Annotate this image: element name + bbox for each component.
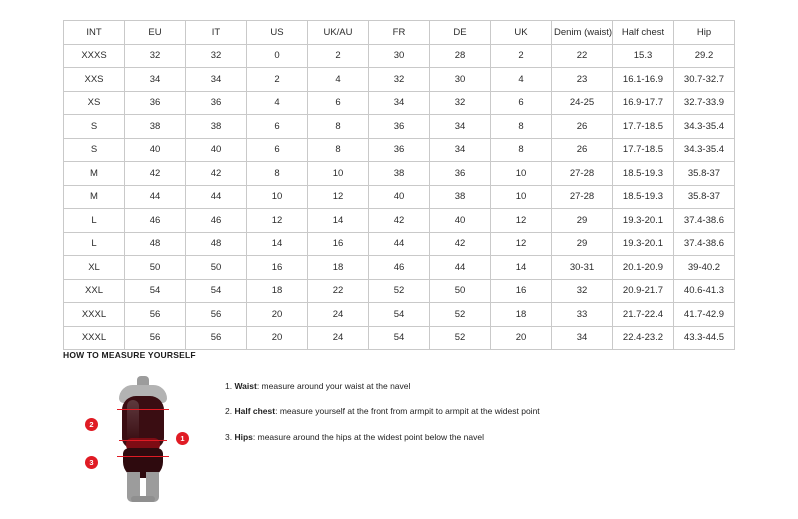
cell-uk-au: 10: [308, 162, 369, 186]
table-header: [64, 21, 735, 45]
badge-half-chest: 2: [85, 418, 98, 431]
column-header-eu: EU: [125, 21, 186, 45]
cell-denim-waist: 26: [552, 138, 613, 162]
step-text: : measure around your waist at the navel: [256, 381, 411, 391]
cell-eu: 56: [125, 303, 186, 327]
cell-it: 38: [186, 115, 247, 139]
cell-uk: 16: [491, 279, 552, 303]
table-row: [64, 68, 735, 92]
cell-uk-au: 6: [308, 91, 369, 115]
cell-half-chest: 18.5-19.3: [613, 185, 674, 209]
cell-denim-waist: 23: [552, 68, 613, 92]
cell-uk: 8: [491, 138, 552, 162]
cell-it: 50: [186, 256, 247, 280]
cell-half-chest: 20.1-20.9: [613, 256, 674, 280]
list-item: [225, 405, 540, 417]
cell-it: 34: [186, 68, 247, 92]
cell-uk: 14: [491, 256, 552, 280]
cell-int: XXXL: [64, 326, 125, 350]
cell-eu: 46: [125, 209, 186, 233]
cell-us: 20: [247, 326, 308, 350]
cell-it: 56: [186, 303, 247, 327]
badge-hips: 3: [85, 456, 98, 469]
cell-us: 0: [247, 44, 308, 68]
cell-hip: 34.3-35.4: [674, 138, 735, 162]
cell-hip: 34.3-35.4: [674, 115, 735, 139]
cell-uk-au: 12: [308, 185, 369, 209]
cell-int: XXS: [64, 68, 125, 92]
cell-int: M: [64, 185, 125, 209]
table-row: [64, 91, 735, 115]
cell-denim-waist: 27-28: [552, 162, 613, 186]
cell-int: L: [64, 209, 125, 233]
cell-uk-au: 24: [308, 326, 369, 350]
cell-hip: 37.4-38.6: [674, 209, 735, 233]
cell-eu: 44: [125, 185, 186, 209]
cell-us: 2: [247, 68, 308, 92]
cell-denim-waist: 32: [552, 279, 613, 303]
size-chart-container: [63, 20, 735, 350]
cell-de: 34: [430, 138, 491, 162]
cell-uk-au: 24: [308, 303, 369, 327]
cell-it: 54: [186, 279, 247, 303]
cell-it: 32: [186, 44, 247, 68]
cell-eu: 40: [125, 138, 186, 162]
cell-uk: 8: [491, 115, 552, 139]
cell-half-chest: 15.3: [613, 44, 674, 68]
cell-uk: 12: [491, 209, 552, 233]
cell-us: 20: [247, 303, 308, 327]
cell-denim-waist: 27-28: [552, 185, 613, 209]
cell-int: L: [64, 232, 125, 256]
mannequin-bodice-highlight: [127, 400, 139, 442]
hip-measure-line-icon: [117, 456, 169, 457]
cell-int: XL: [64, 256, 125, 280]
cell-half-chest: 16.9-17.7: [613, 91, 674, 115]
cell-hip: 40.6-41.3: [674, 279, 735, 303]
cell-int: S: [64, 115, 125, 139]
cell-hip: 32.7-33.9: [674, 91, 735, 115]
column-header-uk-au: UK/AU: [308, 21, 369, 45]
step-term: Waist: [234, 381, 257, 391]
cell-de: 28: [430, 44, 491, 68]
cell-uk: 10: [491, 162, 552, 186]
cell-fr: 36: [369, 115, 430, 139]
cell-uk: 12: [491, 232, 552, 256]
table-row: [64, 115, 735, 139]
cell-fr: 30: [369, 44, 430, 68]
column-header-de: DE: [430, 21, 491, 45]
table-row: [64, 303, 735, 327]
cell-fr: 40: [369, 185, 430, 209]
table-row: [64, 138, 735, 162]
cell-hip: 41.7-42.9: [674, 303, 735, 327]
table-header-row: [64, 21, 735, 45]
step-text: : measure yourself at the front from armpit to armpit at the widest point: [275, 406, 540, 417]
cell-uk-au: 16: [308, 232, 369, 256]
cell-de: 40: [430, 209, 491, 233]
cell-half-chest: 21.7-22.4: [613, 303, 674, 327]
cell-eu: 48: [125, 232, 186, 256]
column-header-half-chest: Half chest: [613, 21, 674, 45]
waist-measure-line-icon: [119, 440, 167, 441]
cell-half-chest: 22.4-23.2: [613, 326, 674, 350]
cell-de: 32: [430, 91, 491, 115]
cell-int: M: [64, 162, 125, 186]
cell-int: XXXL: [64, 303, 125, 327]
cell-eu: 56: [125, 326, 186, 350]
cell-fr: 46: [369, 256, 430, 280]
cell-it: 44: [186, 185, 247, 209]
measure-steps-list: [225, 372, 540, 456]
cell-uk: 18: [491, 303, 552, 327]
column-header-fr: FR: [369, 21, 430, 45]
cell-denim-waist: 30-31: [552, 256, 613, 280]
cell-it: 46: [186, 209, 247, 233]
how-to-measure-body: [63, 372, 763, 502]
cell-uk-au: 14: [308, 209, 369, 233]
cell-int: S: [64, 138, 125, 162]
cell-fr: 54: [369, 303, 430, 327]
how-to-measure-section: [63, 350, 763, 502]
table-body: [64, 44, 735, 350]
cell-uk: 20: [491, 326, 552, 350]
cell-half-chest: 18.5-19.3: [613, 162, 674, 186]
cell-us: 10: [247, 185, 308, 209]
cell-de: 52: [430, 326, 491, 350]
mannequin-diagram: [83, 372, 203, 502]
cell-half-chest: 16.1-16.9: [613, 68, 674, 92]
cell-half-chest: 17.7-18.5: [613, 115, 674, 139]
cell-us: 4: [247, 91, 308, 115]
cell-us: 6: [247, 138, 308, 162]
step-number: 1.: [225, 381, 233, 391]
cell-de: 44: [430, 256, 491, 280]
cell-hip: 30.7-32.7: [674, 68, 735, 92]
mannequin-stand: [131, 496, 155, 502]
cell-us: 14: [247, 232, 308, 256]
table-row: [64, 44, 735, 68]
step-number: 3.: [225, 431, 233, 442]
cell-uk-au: 8: [308, 138, 369, 162]
cell-de: 50: [430, 279, 491, 303]
cell-denim-waist: 22: [552, 44, 613, 68]
list-item: [225, 380, 540, 392]
cell-eu: 50: [125, 256, 186, 280]
half-chest-measure-line-icon: [117, 409, 169, 410]
cell-de: 38: [430, 185, 491, 209]
cell-half-chest: 19.3-20.1: [613, 232, 674, 256]
cell-it: 36: [186, 91, 247, 115]
cell-eu: 34: [125, 68, 186, 92]
step-text: : measure around the hips at the widest point below the navel: [252, 431, 484, 442]
table-row: [64, 209, 735, 233]
step-number: 2.: [225, 406, 233, 417]
cell-us: 6: [247, 115, 308, 139]
cell-int: XXXS: [64, 44, 125, 68]
cell-eu: 32: [125, 44, 186, 68]
how-to-measure-title: HOW TO MEASURE YOURSELF: [63, 350, 196, 360]
column-header-uk: UK: [491, 21, 552, 45]
table-row: [64, 185, 735, 209]
cell-fr: 44: [369, 232, 430, 256]
cell-half-chest: 20.9-21.7: [613, 279, 674, 303]
cell-de: 52: [430, 303, 491, 327]
cell-it: 40: [186, 138, 247, 162]
cell-uk-au: 22: [308, 279, 369, 303]
cell-denim-waist: 24-25: [552, 91, 613, 115]
cell-hip: 37.4-38.6: [674, 232, 735, 256]
cell-de: 36: [430, 162, 491, 186]
mannequin-figure-icon: [113, 376, 173, 502]
cell-hip: 43.3-44.5: [674, 326, 735, 350]
cell-uk: 6: [491, 91, 552, 115]
cell-fr: 52: [369, 279, 430, 303]
cell-uk: 10: [491, 185, 552, 209]
cell-hip: 35.8-37: [674, 162, 735, 186]
cell-uk-au: 2: [308, 44, 369, 68]
cell-eu: 36: [125, 91, 186, 115]
table-row: [64, 162, 735, 186]
table-row: [64, 279, 735, 303]
table-row: [64, 256, 735, 280]
table-row: [64, 326, 735, 350]
cell-uk-au: 18: [308, 256, 369, 280]
cell-uk: 4: [491, 68, 552, 92]
cell-eu: 38: [125, 115, 186, 139]
cell-denim-waist: 29: [552, 232, 613, 256]
cell-de: 30: [430, 68, 491, 92]
cell-half-chest: 19.3-20.1: [613, 209, 674, 233]
cell-us: 8: [247, 162, 308, 186]
cell-fr: 32: [369, 68, 430, 92]
cell-half-chest: 17.7-18.5: [613, 138, 674, 162]
column-header-int: INT: [64, 21, 125, 45]
cell-de: 34: [430, 115, 491, 139]
cell-fr: 34: [369, 91, 430, 115]
cell-fr: 38: [369, 162, 430, 186]
cell-denim-waist: 26: [552, 115, 613, 139]
column-header-us: US: [247, 21, 308, 45]
cell-us: 12: [247, 209, 308, 233]
cell-fr: 36: [369, 138, 430, 162]
cell-uk: 2: [491, 44, 552, 68]
badge-waist: 1: [176, 432, 189, 445]
cell-it: 42: [186, 162, 247, 186]
table-row: [64, 232, 735, 256]
cell-denim-waist: 34: [552, 326, 613, 350]
cell-us: 18: [247, 279, 308, 303]
cell-eu: 54: [125, 279, 186, 303]
cell-int: XXL: [64, 279, 125, 303]
cell-hip: 39-40.2: [674, 256, 735, 280]
cell-fr: 42: [369, 209, 430, 233]
column-header-hip: Hip: [674, 21, 735, 45]
cell-it: 56: [186, 326, 247, 350]
cell-it: 48: [186, 232, 247, 256]
cell-fr: 54: [369, 326, 430, 350]
step-term: Half chest: [234, 406, 276, 417]
cell-uk-au: 4: [308, 68, 369, 92]
cell-uk-au: 8: [308, 115, 369, 139]
size-chart-table: [63, 20, 735, 350]
cell-hip: 29.2: [674, 44, 735, 68]
cell-hip: 35.8-37: [674, 185, 735, 209]
cell-int: XS: [64, 91, 125, 115]
column-header-denim-waist: Denim (waist): [552, 21, 613, 45]
step-term: Hips: [234, 431, 253, 442]
list-item: [225, 431, 540, 443]
cell-eu: 42: [125, 162, 186, 186]
column-header-it: IT: [186, 21, 247, 45]
cell-us: 16: [247, 256, 308, 280]
cell-denim-waist: 29: [552, 209, 613, 233]
cell-de: 42: [430, 232, 491, 256]
cell-denim-waist: 33: [552, 303, 613, 327]
